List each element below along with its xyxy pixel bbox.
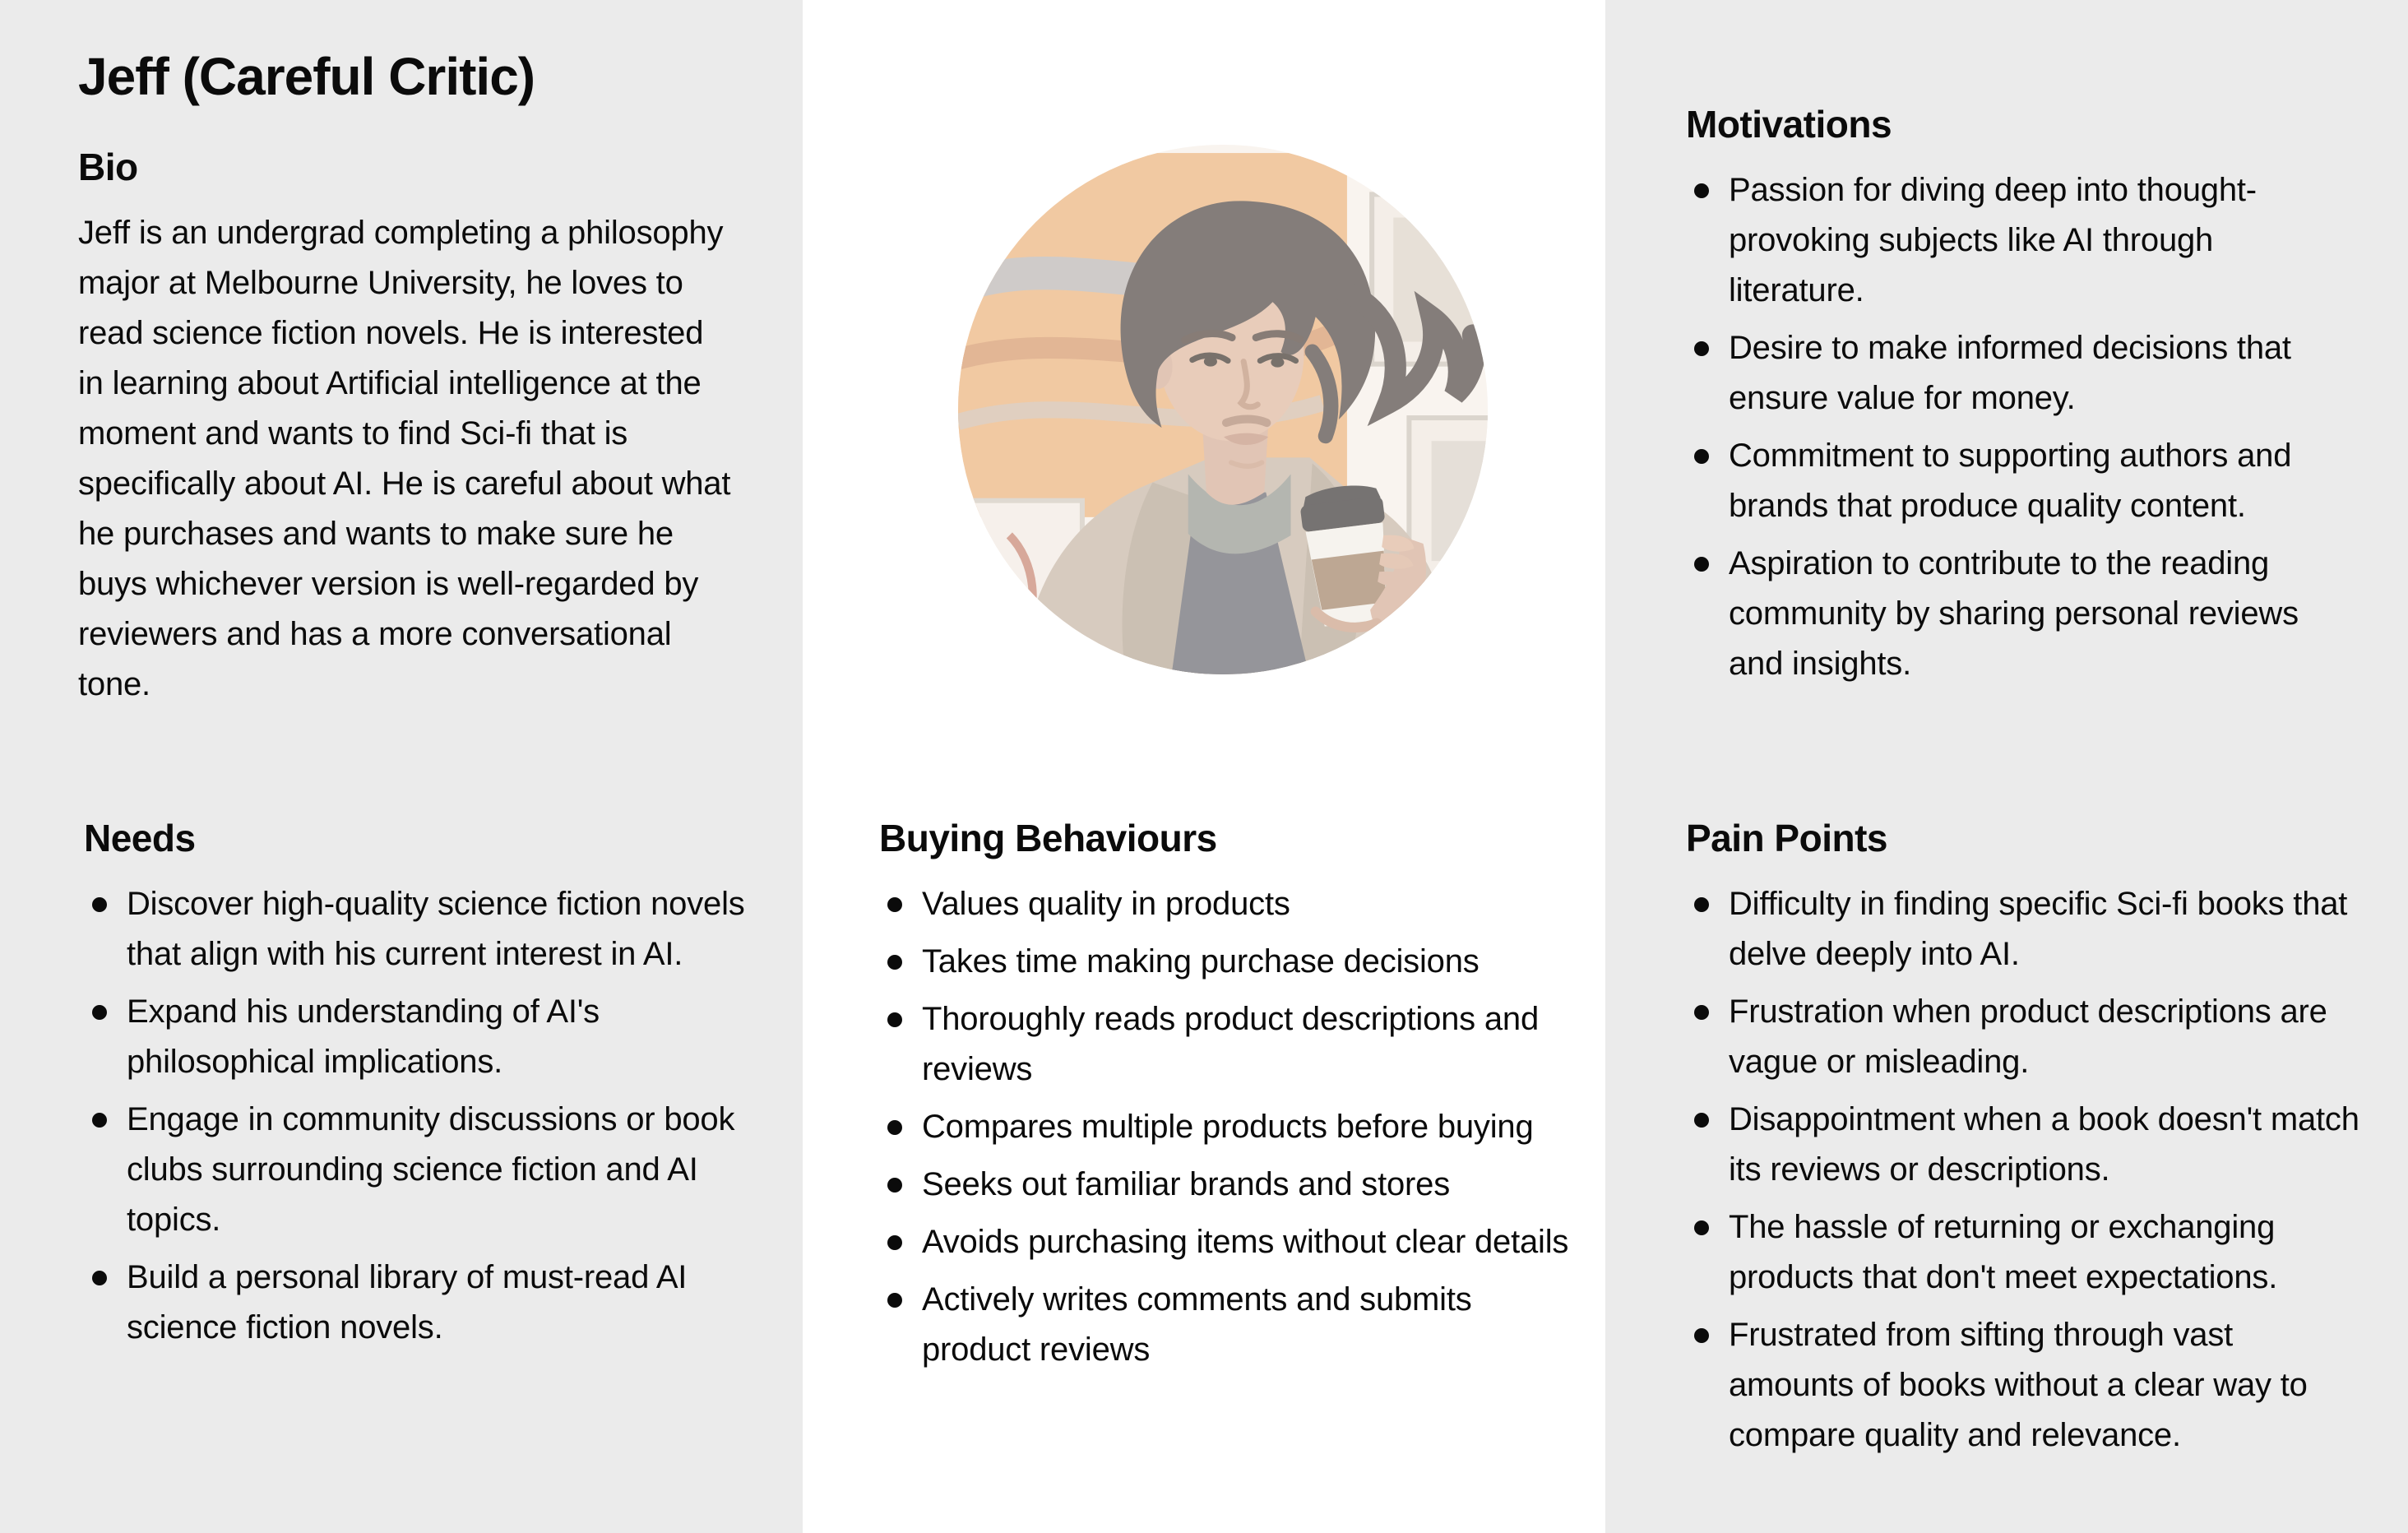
pain-points-list [1686, 879, 2360, 1461]
pain-points-heading: Pain Points [1686, 817, 1887, 859]
list-item: Actively writes comments and submits product reviews [879, 1275, 1570, 1375]
needs-section [84, 816, 752, 1360]
list-item: Disappointment when a book doesn't match its reviews or descriptions. [1686, 1095, 2360, 1195]
list-item: Passion for diving deep into thought-provoking subjects like AI through literature. [1686, 165, 2354, 316]
list-item: Takes time making purchase decisions [879, 937, 1570, 987]
list-item: Avoids purchasing items without clear details [879, 1217, 1570, 1267]
buying-behaviours-list [879, 879, 1570, 1375]
needs-heading: Needs [84, 817, 196, 859]
buying-behaviours-section [879, 816, 1570, 1382]
needs-list [84, 879, 752, 1353]
page-title: Jeff (Careful Critic) [78, 47, 535, 106]
bio-heading: Bio [78, 146, 138, 188]
profile-photo [958, 145, 1488, 674]
list-item: Seeks out familiar brands and stores [879, 1160, 1570, 1210]
list-item: Frustrated from sifting through vast amounts of books without a clear way to compare quality and relevance. [1686, 1310, 2360, 1461]
list-item: Expand his understanding of AI's philosophical implications. [84, 987, 752, 1087]
list-item: Aspiration to contribute to the reading community by sharing personal reviews and insights. [1686, 539, 2354, 689]
list-item: Build a personal library of must-read AI science fiction novels. [84, 1253, 752, 1353]
motivations-heading: Motivations [1686, 103, 1892, 146]
list-item: Compares multiple products before buying [879, 1102, 1570, 1152]
list-item: Difficulty in finding specific Sci-fi books that delve deeply into AI. [1686, 879, 2360, 980]
list-item: Commitment to supporting authors and brands that produce quality content. [1686, 431, 2354, 531]
list-item: Desire to make informed decisions that ensure value for money. [1686, 323, 2354, 424]
list-item: Frustration when product descriptions are vague or misleading. [1686, 987, 2360, 1087]
buying-behaviours-heading: Buying Behaviours [879, 817, 1217, 859]
list-item: Values quality in products [879, 879, 1570, 929]
list-item: Thoroughly reads product descriptions and reviews [879, 994, 1570, 1095]
pain-points-section [1686, 816, 2360, 1468]
list-item: The hassle of returning or exchanging products that don't meet expectations. [1686, 1202, 2360, 1303]
bio-section [78, 145, 752, 710]
list-item: Discover high-quality science fiction novels that align with his current interest in AI. [84, 879, 752, 980]
list-item: Engage in community discussions or book clubs surrounding science fiction and AI topics. [84, 1095, 752, 1245]
motivations-list [1686, 165, 2354, 689]
profile-photo-illustration [958, 145, 1488, 674]
bio-text: Jeff is an undergrad completing a philosophy major at Melbourne University, he loves to read science fiction novels. He is interested in learning about Artificial intelligence at the moment and wants to find Sci-fi that is specifically about AI. He is careful about what he purchases and wants to make sure he buys whichever version is well-regarded by reviewers and has a more conversational tone. [78, 215, 731, 703]
motivations-section [1686, 102, 2354, 697]
